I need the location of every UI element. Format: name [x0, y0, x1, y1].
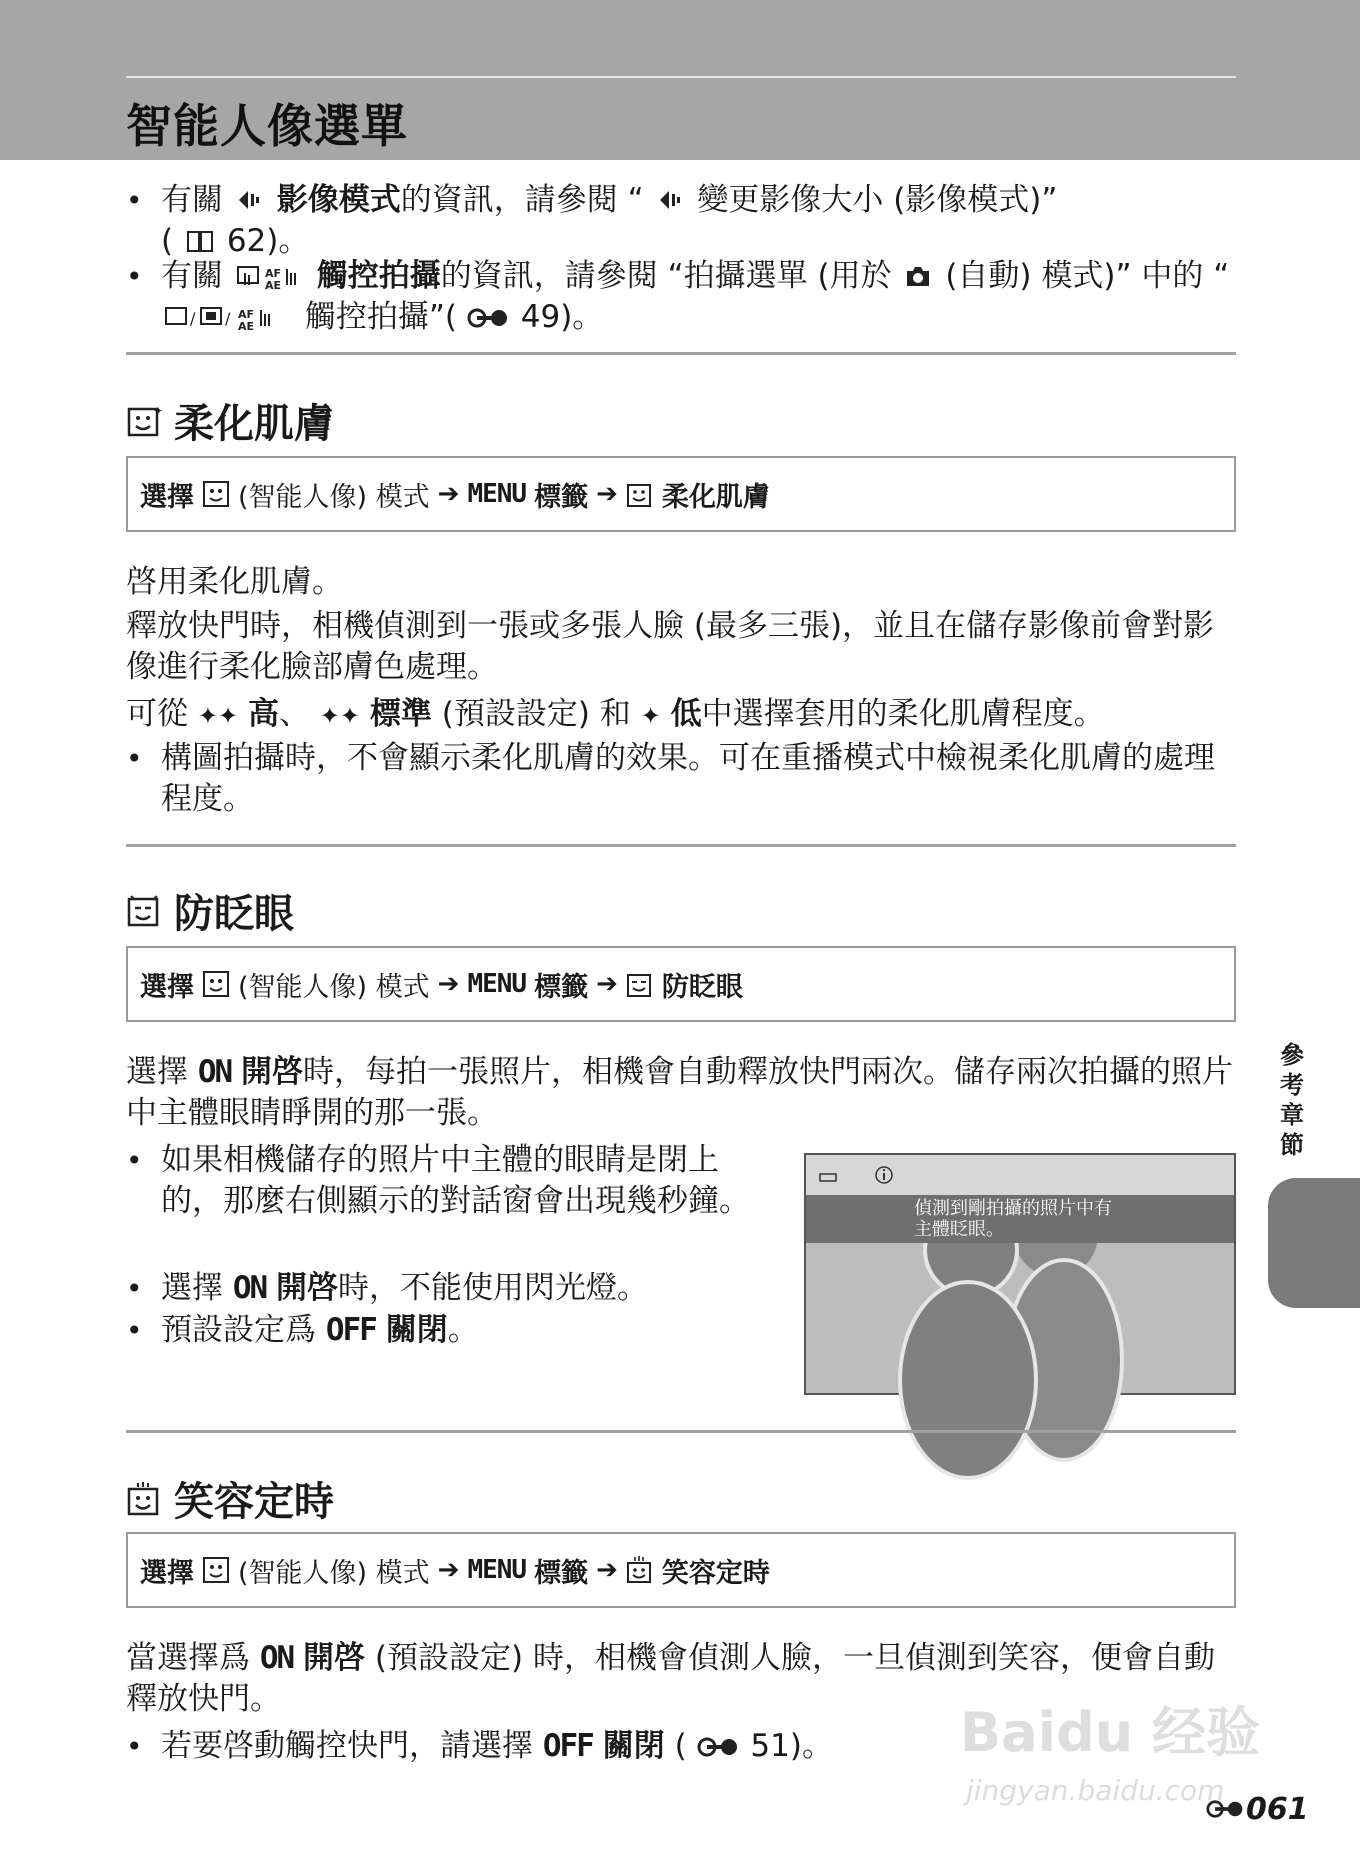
p1-pre: 選擇	[126, 1054, 188, 1090]
section-title-smile-timer	[126, 1470, 334, 1527]
soft-skin-icon	[126, 403, 162, 439]
off-label: 關閉	[602, 1728, 665, 1764]
on-glyph: ON	[197, 1054, 232, 1090]
menu-button-label: MENU	[467, 479, 527, 509]
intro-b1-quote: 變更影像大小 (影像模式)”	[697, 182, 1058, 218]
b1-pre: 若要啓動觸控快門，請選擇	[161, 1728, 533, 1764]
touch-shooting-label: 觸控拍攝	[316, 258, 441, 294]
soft-skin-icon	[626, 480, 654, 508]
smile-timer-icon	[626, 1556, 654, 1584]
sparkle-normal-icon: ✦✦	[319, 702, 361, 730]
image-mode-icon	[656, 185, 686, 215]
on-label: 開啓	[276, 1270, 339, 1306]
nav-tab: 標籤	[534, 1557, 589, 1589]
touch-shooting-icon	[235, 261, 305, 291]
level-high: 高	[247, 696, 279, 732]
touch-shooting-modes-icon	[163, 302, 293, 332]
menu-button-label: MENU	[467, 969, 527, 999]
arrow-right-icon: ➔	[596, 1555, 618, 1585]
image-mode-icon	[235, 185, 265, 215]
on-glyph: ON	[232, 1270, 267, 1306]
intro-bullet-touch-shooting	[126, 256, 1236, 338]
page-ref-49[interactable]: 49	[520, 299, 561, 335]
nav-select: 選擇	[140, 1557, 194, 1589]
ref-open: (	[674, 1728, 687, 1764]
screen-status-icons	[818, 1167, 898, 1185]
ref-close: )。	[266, 223, 310, 259]
svg-text:AE: AE	[238, 320, 255, 333]
arrow-right-icon: ➔	[437, 969, 460, 999]
blink-proof-p1	[126, 1052, 1236, 1134]
b3-post: 。	[447, 1312, 479, 1348]
svg-text:AF: AF	[238, 308, 255, 321]
intro-b2-post2: (自動) 模式)” 中的 “	[945, 258, 1230, 294]
p1-pre: 當選擇爲	[126, 1640, 250, 1676]
ref-close: )。	[560, 299, 604, 335]
intro-b1-pre: 有關	[161, 182, 223, 218]
intro-b2-post: 的資訊，請參閱 “拍攝選單 (用於	[440, 258, 892, 294]
blink-proof-icon	[626, 970, 654, 998]
off-glyph: OFF	[325, 1312, 376, 1348]
soft-skin-p1: 啓用柔化肌膚。	[126, 564, 343, 600]
b3-pre: 預設設定爲	[161, 1312, 316, 1348]
off-label: 關閉	[385, 1312, 448, 1348]
page-ref-62[interactable]: 62	[226, 223, 267, 259]
p3-mid: (預設設定) 和	[441, 696, 631, 732]
screen-blink-warning: 偵測到剛拍攝的照片中有 主體眨眼。	[806, 1195, 1234, 1243]
on-glyph: ON	[259, 1640, 294, 1676]
page-ref-51[interactable]: 51	[750, 1728, 790, 1764]
sparkle-low-icon: ✦	[640, 702, 661, 730]
page-number	[1206, 1792, 1309, 1827]
nav-mode: (智能人像) 模式	[238, 1557, 430, 1589]
ref-close: )。	[789, 1728, 833, 1764]
soft-skin-p2: 釋放快門時，相機偵測到一張或多張人臉 (最多三張)，並且在儲存影像前會對影像進行柔化臉部膚色處理。	[126, 608, 1215, 685]
menu-path-soft-skin	[126, 456, 1236, 532]
smart-portrait-icon	[202, 480, 230, 508]
page-title: 智能人像選單	[126, 99, 408, 153]
camera-auto-icon	[903, 261, 933, 291]
level-low: 低	[670, 696, 702, 732]
on-label: 開啓	[303, 1640, 366, 1676]
p3-sep: 、	[278, 696, 310, 732]
b2-pre: 選擇	[161, 1270, 223, 1306]
blink-proof-bullet-2	[126, 1268, 766, 1309]
book-icon	[185, 226, 215, 256]
divider	[126, 1430, 1236, 1433]
nav-item: 柔化肌膚	[661, 481, 770, 513]
blink-proof-bullet-1: • 如果相機儲存的照片中主體的眼睛是閉上的，那麼右側顯示的對話窗會出現幾秒鐘。	[126, 1140, 766, 1222]
off-glyph: OFF	[542, 1728, 593, 1764]
sparkle-high-icon: ✦✦	[197, 702, 239, 730]
watermark: Baidu 经验	[960, 1701, 1261, 1764]
smart-portrait-icon	[202, 970, 230, 998]
p1-post: 時，每拍一張照片，相機會自動釋放快門兩次。儲存兩次拍攝的照片中主體眼睛睜開的那一張。	[126, 1054, 1234, 1131]
nav-mode: (智能人像) 模式	[238, 481, 430, 513]
nav-mode: (智能人像) 模式	[238, 971, 430, 1003]
arrow-right-icon: ➔	[437, 1555, 460, 1585]
nav-tab: 標籤	[534, 971, 589, 1003]
reference-icon	[697, 1736, 741, 1758]
b2-post: 時，不能使用閃光燈。	[338, 1270, 649, 1306]
arrow-right-icon: ➔	[596, 969, 618, 999]
reference-icon	[467, 307, 511, 329]
section-title-text: 柔化肌膚	[174, 401, 334, 447]
divider	[126, 844, 1236, 847]
reference-icon	[1206, 1798, 1246, 1820]
smart-portrait-icon	[202, 1556, 230, 1584]
intro-b2-post3: 觸控拍攝”(	[304, 299, 458, 335]
nav-select: 選擇	[140, 971, 194, 1003]
page-number-value: 061	[1246, 1792, 1309, 1827]
section-title-soft-skin	[126, 392, 334, 449]
section-title-blink-proof	[126, 882, 294, 939]
svg-text:/: /	[190, 309, 196, 328]
nav-tab: 標籤	[534, 481, 589, 513]
soft-skin-bullet: • 構圖拍攝時，不會顯示柔化肌膚的效果。可在重播模式中檢視柔化肌膚的處理程度。	[126, 738, 1236, 820]
arrow-right-icon: ➔	[596, 479, 618, 509]
intro-bullet-image-mode	[126, 180, 1236, 262]
p3-pre: 可從	[126, 696, 188, 732]
section-title-text: 笑容定時	[174, 1479, 334, 1525]
screen-status-bar	[806, 1155, 1234, 1195]
p3-post: 中選擇套用的柔化肌膚程度。	[701, 696, 1105, 732]
intro-b1-post: 的資訊，請參閱 “	[400, 182, 644, 218]
smile-timer-icon	[126, 1481, 162, 1517]
soft-skin-p3	[126, 694, 1236, 737]
menu-path-smile-timer	[126, 1532, 1236, 1608]
svg-text:AF: AF	[264, 267, 281, 280]
nav-item: 笑容定時	[661, 1557, 770, 1589]
intro-b2-pre: 有關	[161, 258, 223, 294]
divider	[126, 352, 1236, 355]
camera-screen-illustration	[804, 1153, 1236, 1395]
menu-button-label: MENU	[467, 1555, 527, 1585]
side-chapter-label: 參考章節	[1280, 1041, 1304, 1159]
on-label: 開啓	[241, 1054, 304, 1090]
blink-proof-icon	[126, 893, 162, 929]
level-normal: 標準	[369, 696, 432, 732]
image-mode-label: 影像模式	[276, 182, 401, 218]
svg-text:✦: ✦	[153, 403, 164, 418]
nav-select: 選擇	[140, 481, 194, 513]
section-title-text: 防眨眼	[174, 891, 294, 937]
menu-path-blink-proof	[126, 946, 1236, 1022]
svg-text:AE: AE	[264, 279, 281, 292]
watermark-url: jingyan.baidu.com	[966, 1774, 1225, 1807]
nav-item: 防眨眼	[661, 971, 743, 1003]
svg-text:/: /	[225, 309, 231, 328]
side-chapter-tab[interactable]	[1268, 1178, 1360, 1308]
ref-open: (	[161, 223, 174, 259]
p1-post: (預設設定) 時，相機會偵測人臉，一旦偵測到笑容，便會自動釋放快門。	[126, 1640, 1215, 1717]
arrow-right-icon: ➔	[437, 479, 460, 509]
blink-proof-bullet-3	[126, 1310, 766, 1351]
header-rule	[126, 76, 1236, 78]
